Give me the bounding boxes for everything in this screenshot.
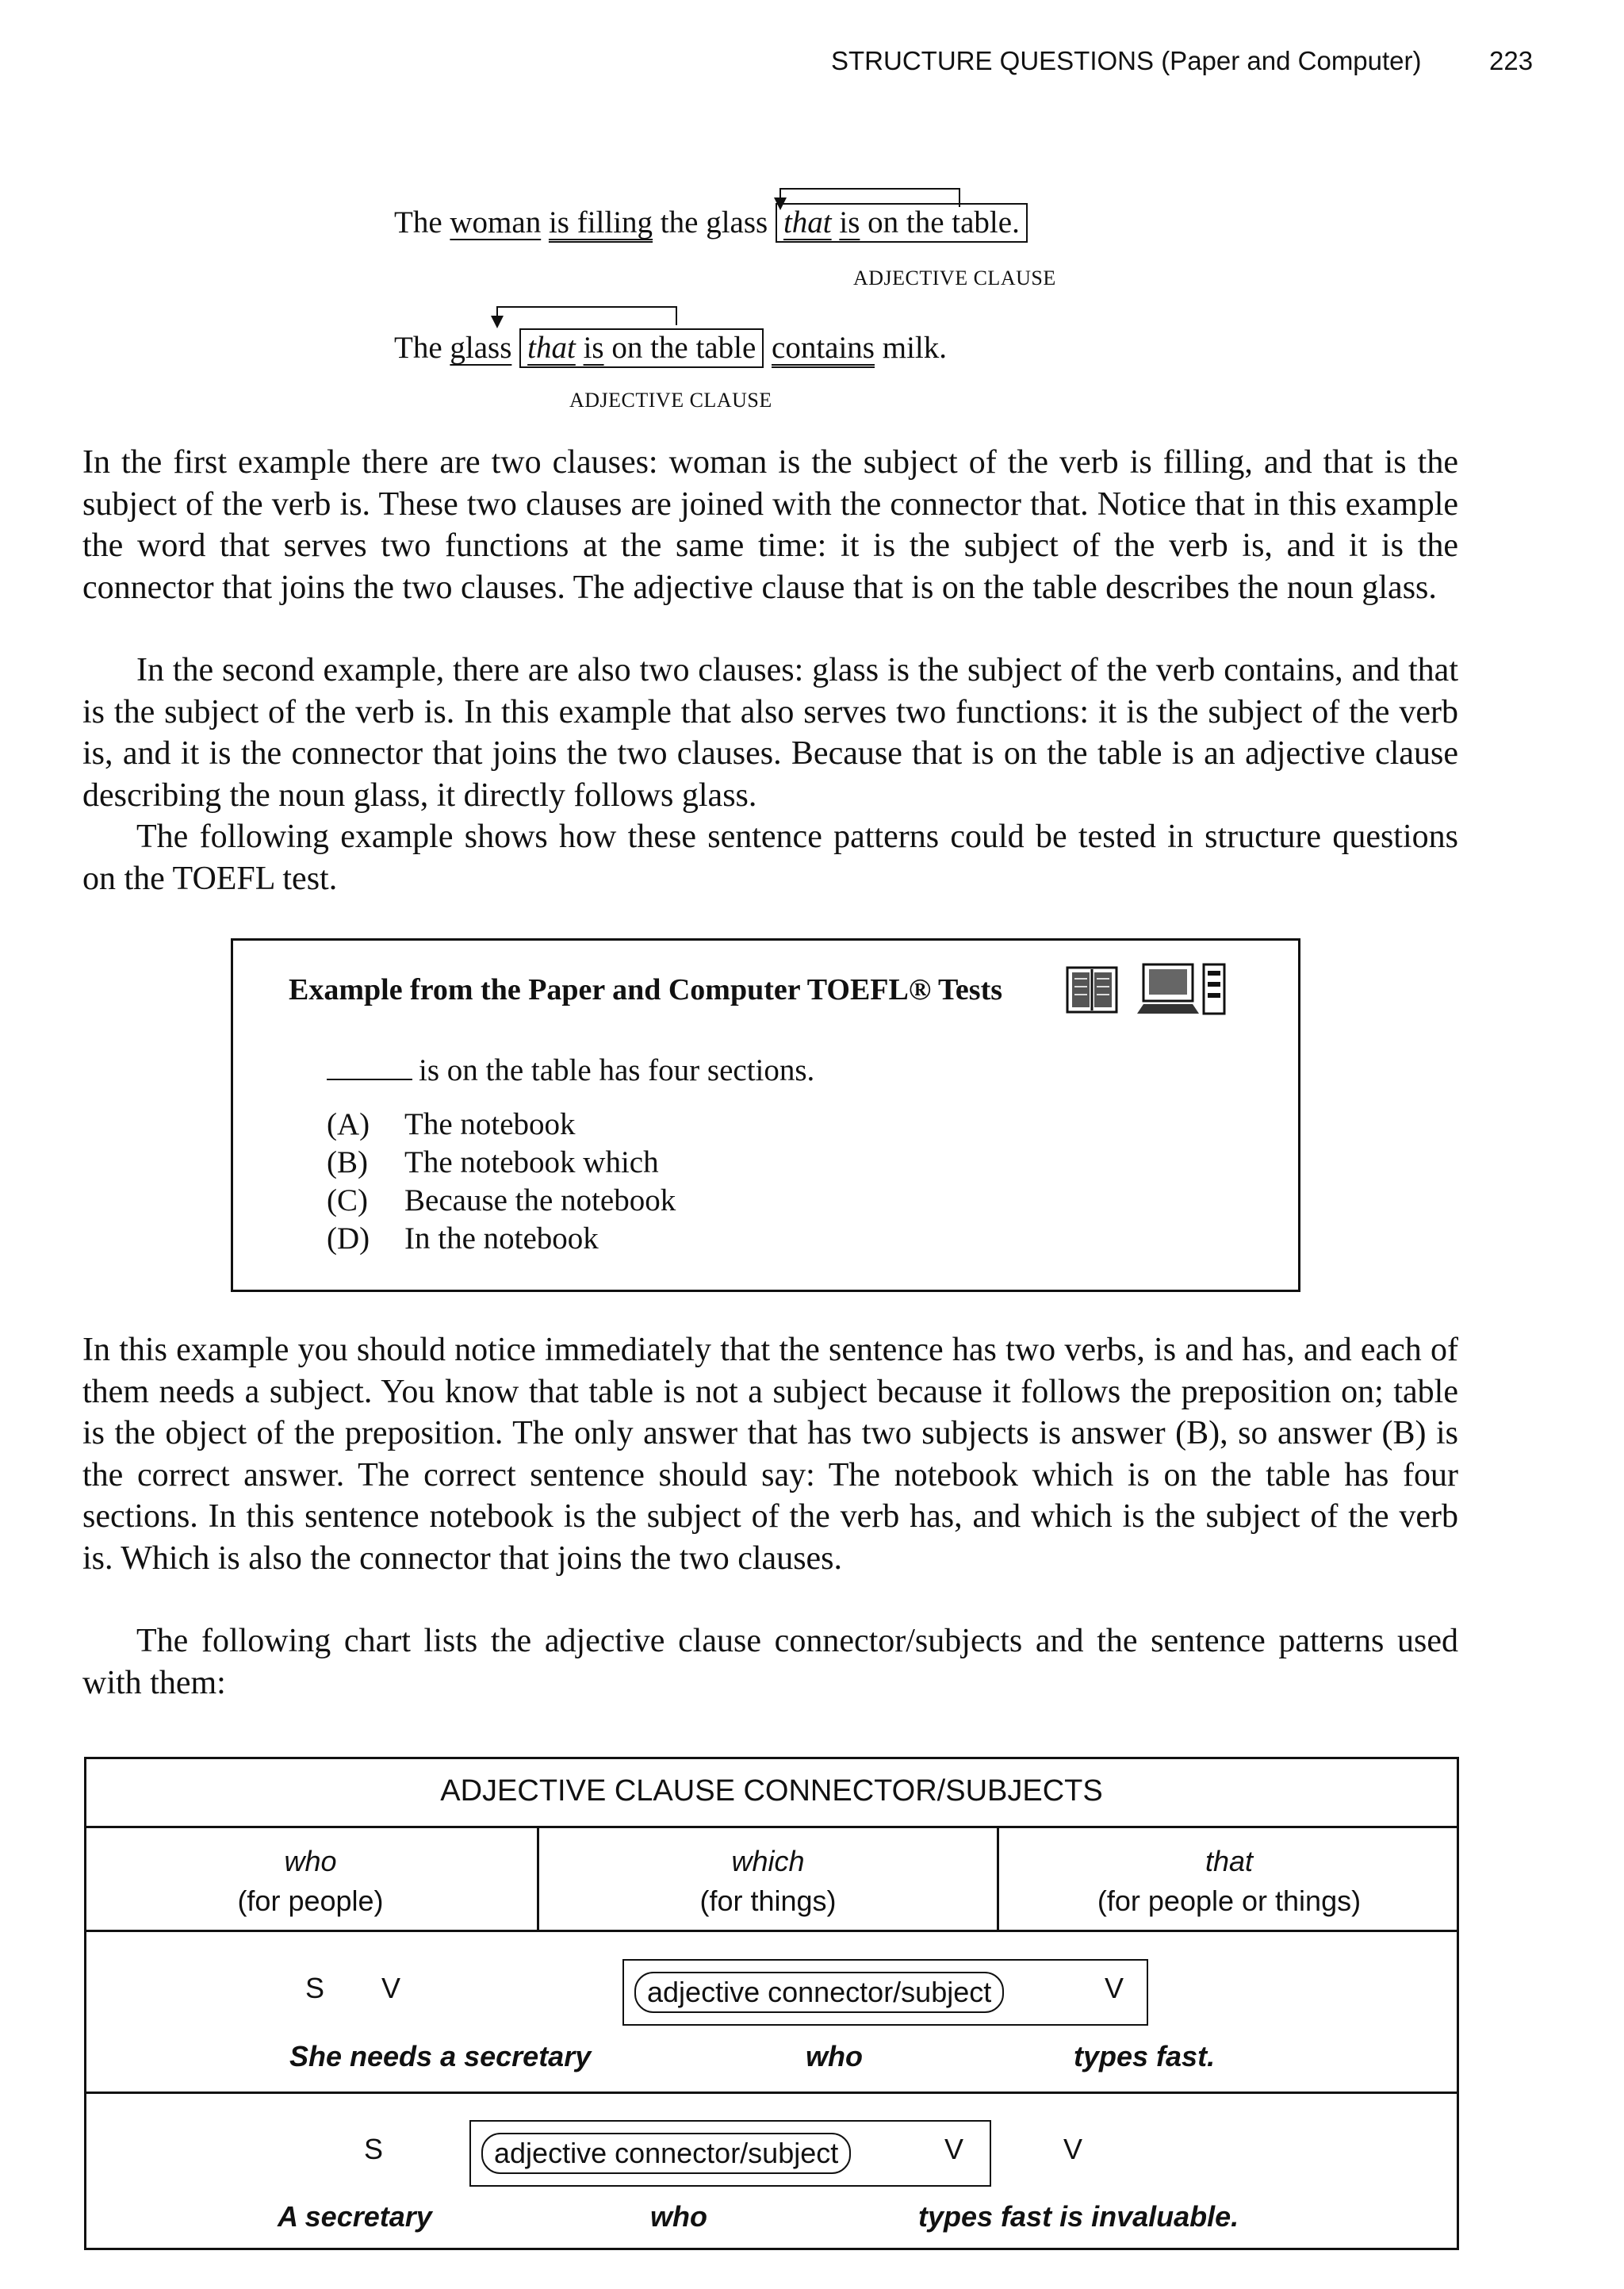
paragraph-5 xyxy=(82,1620,1458,1704)
paragraph-1 xyxy=(82,442,1458,608)
paragraph-4 xyxy=(82,1329,1458,1579)
column-that xyxy=(999,1842,1459,1921)
option-d xyxy=(327,1221,599,1256)
verb-is-filling: is filling xyxy=(548,205,653,240)
paragraph-1-text: In the first example there are two clauses: woman is the subject of the verb is filling, and that is the subject of the verb is. These two clauses are joined with the connector that. Notice that in this example the word that serves two functions at the same time: it is the subject of the verb is, and it is the connector that joins the two clauses. The adjective clause that is on the table describes the noun glass. xyxy=(82,444,1458,606)
column-note: (for people or things) xyxy=(1097,1884,1362,1917)
clause-connector-that: that xyxy=(783,205,832,240)
computer-icon xyxy=(1134,961,1229,1018)
paragraph-2 xyxy=(82,650,1458,816)
word-milk: milk. xyxy=(882,331,947,365)
answer-blank xyxy=(327,1053,412,1080)
clause-connector-that: that xyxy=(527,331,576,365)
row1-example-rest: types fast. xyxy=(1074,2040,1216,2072)
option-text: Because the notebook xyxy=(404,1183,676,1217)
diagram-example-1 xyxy=(394,203,1028,243)
row2-example-main: A secretary xyxy=(278,2200,432,2233)
column-word: who xyxy=(284,1845,337,1877)
chart-divider xyxy=(84,1930,1459,1932)
column-word: that xyxy=(1205,1845,1254,1877)
paragraph-2-text: In the second example, there are also two clauses: glass is the subject of the verb contains, and that is the subject of the verb is. In this example that also serves two functions: it is the subject of the verb is, and it is the connector that joins the two clauses. Because that is on the table is an adjective clause describing the noun glass, it directly follows glass. xyxy=(82,652,1458,814)
question-stem-text: is on the table has four sections. xyxy=(419,1053,815,1087)
clause-verb-is: is xyxy=(583,331,604,365)
adjective-clause-box xyxy=(776,203,1028,243)
row1-connector-pill: adjective connector/subject xyxy=(634,1972,1004,2013)
column-note: (for things) xyxy=(699,1884,837,1917)
option-text: The notebook xyxy=(404,1107,576,1141)
option-letter: (A) xyxy=(327,1107,370,1141)
word-the-2: the xyxy=(660,205,699,240)
paragraph-5-text: The following chart lists the adjective clause connector/subjects and the sentence patterns used with them: xyxy=(82,1623,1458,1701)
paragraph-4-text: In this example you should notice immediately that the sentence has two verbs, is and has, and each of them needs a subject. You know that table is not a subject because it follows the preposition on; table is the object of the preposition. The only answer that has two subjects is answer (B), so answer (B) is the correct answer. The correct sentence should say: The notebook which is on the table has four sections. In this sentence notebook is the subject of the verb has, and which is the subject of the verb is. Which is also the connector that joins the two clauses. xyxy=(82,1332,1458,1577)
option-a xyxy=(327,1106,576,1142)
option-b xyxy=(327,1144,659,1180)
example-box-title: Example from the Paper and Computer TOEFL® Tests xyxy=(289,973,1003,1006)
column-note: (for people) xyxy=(237,1884,384,1917)
paragraph-3 xyxy=(82,816,1458,899)
row2-connector-pill: adjective connector/subject xyxy=(481,2133,851,2174)
running-header: STRUCTURE QUESTIONS (Paper and Computer) xyxy=(831,46,1422,75)
row1-example-main: She needs a secretary xyxy=(289,2040,592,2072)
noun-glass: glass xyxy=(450,331,512,365)
row2-example-connector: who xyxy=(650,2200,707,2233)
arrow-connector-2 xyxy=(496,306,677,325)
subject-woman: woman xyxy=(450,205,542,240)
row2-example-rest: types fast is invaluable. xyxy=(918,2200,1239,2233)
adjective-clause-box xyxy=(519,328,764,368)
arrow-head-2 xyxy=(491,316,504,328)
row2-subject: S xyxy=(364,2133,384,2165)
verb-contains: contains xyxy=(772,331,875,365)
page-number: 223 xyxy=(1489,46,1534,75)
option-letter: (C) xyxy=(327,1183,368,1217)
row1-example-connector: who xyxy=(806,2040,863,2072)
word-the: The xyxy=(394,331,442,365)
arrow-connector-1 xyxy=(779,188,960,207)
book-icon xyxy=(1066,966,1118,1014)
question-stem xyxy=(327,1052,814,1088)
row1-clause-verb: V xyxy=(1105,1972,1124,2004)
chart-divider xyxy=(84,1826,1459,1828)
noun-glass: glass xyxy=(706,205,768,240)
row2-main-verb: V xyxy=(1063,2133,1083,2165)
chart-title: ADJECTIVE CLAUSE CONNECTOR/SUBJECTS xyxy=(440,1774,1103,1808)
adjective-clause-caption-2: ADJECTIVE CLAUSE xyxy=(569,389,772,412)
option-letter: (D) xyxy=(327,1221,370,1256)
option-c xyxy=(327,1183,676,1218)
column-which xyxy=(539,1842,997,1921)
clause-rest: on the table. xyxy=(868,205,1020,240)
column-who xyxy=(84,1842,537,1921)
adjective-clause-caption-1: ADJECTIVE CLAUSE xyxy=(853,266,1056,289)
row2-clause-verb: V xyxy=(944,2133,964,2165)
option-letter: (B) xyxy=(327,1145,368,1179)
row1-verb: V xyxy=(381,1972,401,2004)
clause-verb-is: is xyxy=(839,205,860,240)
chart-divider xyxy=(84,2092,1459,2094)
option-text: In the notebook xyxy=(404,1221,599,1256)
column-word: which xyxy=(731,1845,805,1877)
paragraph-3-text: The following example shows how these sentence patterns could be tested in structure questions on the TOEFL test. xyxy=(82,819,1458,897)
row1-subject: S xyxy=(305,1972,325,2004)
word-the: The xyxy=(394,205,442,240)
arrow-head-1 xyxy=(774,197,787,210)
diagram-example-2 xyxy=(394,328,947,368)
option-text: The notebook which xyxy=(404,1145,659,1179)
clause-rest: on the table xyxy=(611,331,756,365)
